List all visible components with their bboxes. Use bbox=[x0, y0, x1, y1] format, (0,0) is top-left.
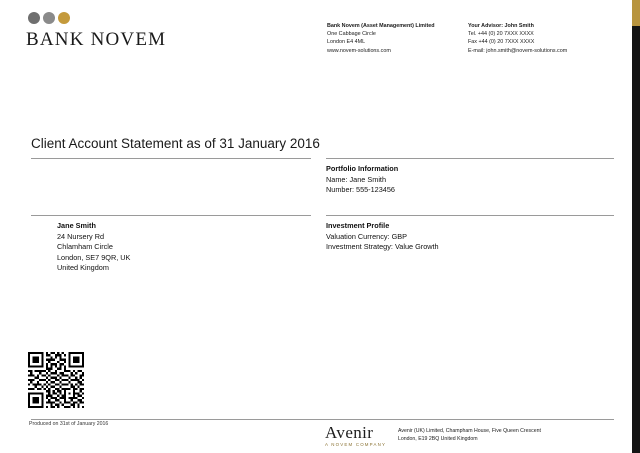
client-address-line1: 24 Nursery Rd bbox=[57, 231, 105, 241]
footer-address-line1: Avenir (UK) Limited, Champham House, Five Queen Crescent bbox=[398, 428, 541, 434]
qr-code bbox=[28, 352, 84, 408]
advisor-tel: Tel. +44 (0) 20 7XXX XXXX bbox=[468, 31, 534, 38]
avenir-logo-subtext: A NOVEM COMPANY bbox=[325, 442, 387, 447]
investment-profile-block bbox=[326, 221, 439, 253]
divider-right-top bbox=[326, 158, 614, 159]
avenir-logo-text: Avenir bbox=[325, 423, 374, 442]
advisor-fax: Fax +44 (0) 20 7XXX XXXX bbox=[468, 39, 535, 46]
client-name: Jane Smith bbox=[57, 221, 96, 230]
divider-left-bottom bbox=[31, 215, 311, 216]
client-address-block bbox=[57, 221, 130, 274]
logo-dot-light-grey-icon bbox=[43, 12, 55, 24]
advisor-contact-block bbox=[468, 22, 567, 55]
client-address-line3: London, SE7 9QR, UK bbox=[57, 252, 131, 262]
page-edge-strip bbox=[632, 0, 640, 453]
bank-contact-block bbox=[327, 22, 435, 55]
valuation-currency: Valuation Currency: GBP bbox=[326, 231, 407, 241]
advisor-email: E-mail: john.smith@novem-solutions.com bbox=[468, 47, 568, 54]
page-edge-gold-accent bbox=[632, 0, 640, 26]
footer-address-block bbox=[398, 428, 541, 443]
portfolio-information-heading: Portfolio Information bbox=[326, 164, 399, 173]
produced-on-text: Produced on 31st of January 2016 bbox=[29, 421, 109, 427]
qr-code-icon bbox=[28, 352, 84, 408]
divider-left-top bbox=[31, 158, 311, 159]
investment-profile-heading: Investment Profile bbox=[326, 221, 390, 230]
advisor-name: Your Advisor: John Smith bbox=[468, 23, 534, 29]
client-address-line4: United Kingdom bbox=[57, 263, 109, 273]
bank-address-line1: One Cabbage Circle bbox=[327, 31, 376, 38]
logo-dot-grey-icon bbox=[28, 12, 40, 24]
bank-website: www.novem-solutions.com bbox=[327, 47, 391, 54]
logo-dot-gold-icon bbox=[58, 12, 70, 24]
bank-address-line2: London E4 4ML bbox=[327, 39, 366, 46]
footer-address-line2: London, E19 2BQ United Kingdom bbox=[398, 435, 478, 442]
divider-right-bottom bbox=[326, 215, 614, 216]
client-address-line2: Chlamham Circle bbox=[57, 242, 113, 252]
investment-strategy: Investment Strategy: Value Growth bbox=[326, 242, 439, 252]
page-header bbox=[0, 0, 632, 62]
bank-company-name: Bank Novem (Asset Management) Limited bbox=[327, 23, 435, 29]
divider-footer bbox=[31, 419, 614, 420]
portfolio-name: Name: Jane Smith bbox=[326, 174, 387, 184]
portfolio-information-block bbox=[326, 164, 398, 196]
page-title: Client Account Statement as of 31 January 2016 bbox=[31, 136, 320, 151]
bank-brand-name: BANK NOVEM bbox=[26, 29, 167, 50]
bank-logo-dots bbox=[28, 12, 88, 25]
portfolio-number: Number: 555-123456 bbox=[326, 185, 395, 195]
